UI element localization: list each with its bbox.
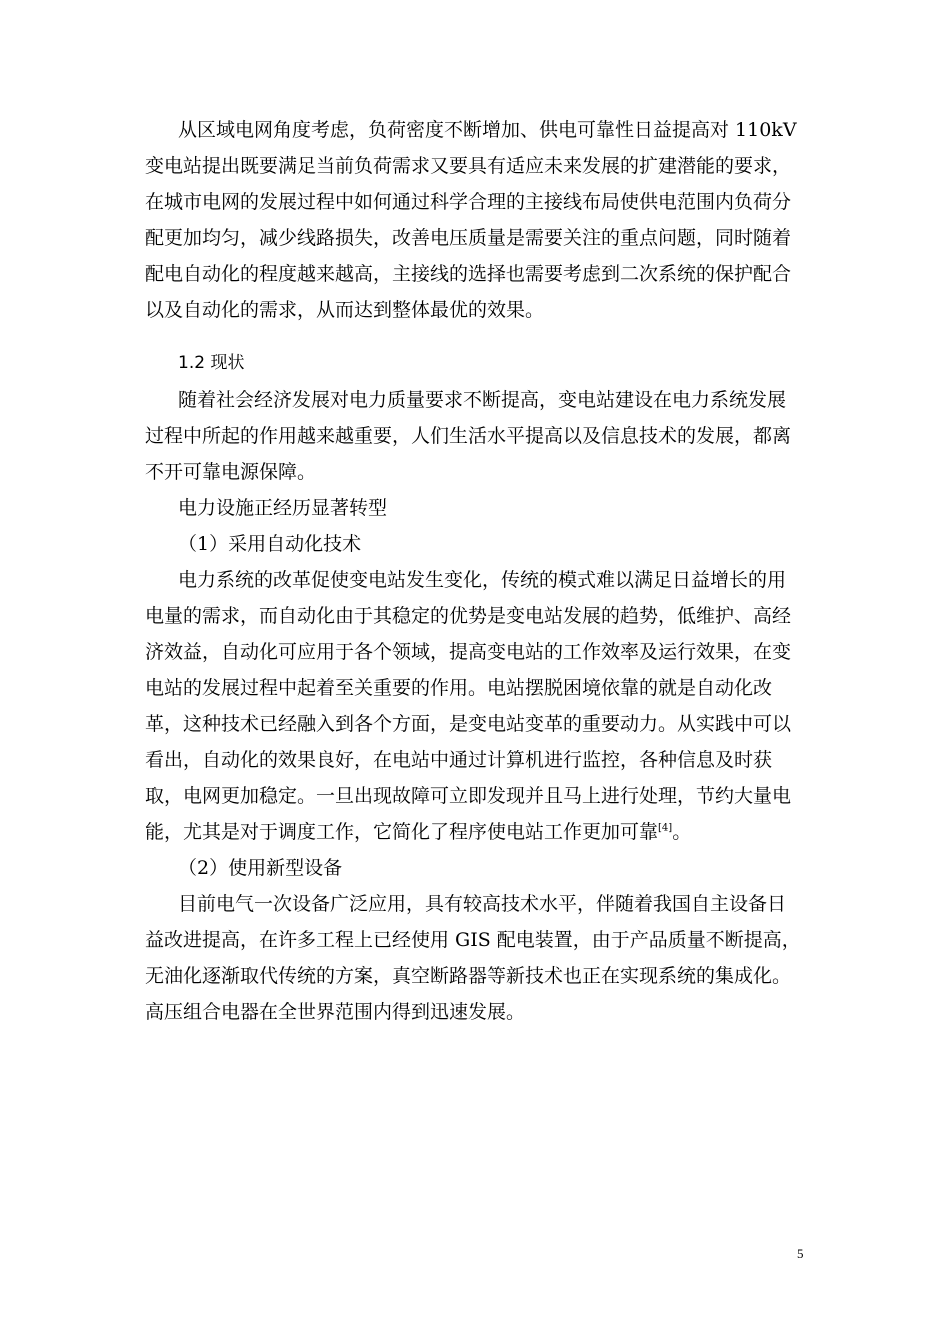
text-line: 无油化逐渐取代传统的方案，真空断路器等新技术也正在实现系统的集成化。 <box>145 965 792 987</box>
text-line: 不开可靠电源保障。 <box>145 461 317 483</box>
text-line: 变电站提出既要满足当前负荷需求又要具有适应未来发展的扩建潜能的要求， <box>145 155 792 177</box>
text-line: 目前电气一次设备广泛应用，具有较高技术水平，伴随着我国自主设备日 <box>178 893 787 915</box>
citation-reference[interactable]: [4] <box>658 822 673 834</box>
text-line: 配更加均匀，减少线路损失，改善电压质量是需要关注的重点问题，同时随着 <box>145 227 792 249</box>
subheading: （1）采用自动化技术 <box>178 533 362 555</box>
text-fragment: 能，尤其是对于调度工作，它简化了程序使电站工作更加可靠 <box>145 821 659 843</box>
text-line: 革，这种技术已经融入到各个方面，是变电站变革的重要动力。从实践中可以 <box>145 713 792 735</box>
text-line: 济效益，自动化可应用于各个领域，提高变电站的工作效率及运行效果，在变 <box>145 641 792 663</box>
text-line: 电站的发展过程中起着至关重要的作用。电站摆脱困境依靠的就是自动化改 <box>145 677 773 699</box>
page-number: 5 <box>797 1246 804 1261</box>
text-line: 看出，自动化的效果良好，在电站中通过计算机进行监控，各种信息及时获 <box>145 749 773 771</box>
subheading: （2）使用新型设备 <box>178 857 343 879</box>
text-line: 高压组合电器在全世界范围内得到迅速发展。 <box>145 1001 526 1023</box>
text-line: 以及自动化的需求，从而达到整体最优的效果。 <box>145 299 545 321</box>
text-line: 从区域电网角度考虑，负荷密度不断增加、供电可靠性日益提高对 110kV <box>178 119 797 141</box>
text-line: 配电自动化的程度越来越高，主接线的选择也需要考虑到二次系统的保护配合 <box>145 263 792 285</box>
text-line: 电力设施正经历显著转型 <box>178 497 388 519</box>
text-line: 益改进提高，在许多工程上已经使用 GIS 配电装置，由于产品质量不断提高， <box>145 929 801 951</box>
text-line: 过程中所起的作用越来越重要，人们生活水平提高以及信息技术的发展，都离 <box>145 425 792 447</box>
text-line: 取，电网更加稳定。一旦出现故障可立即发现并且马上进行处理，节约大量电 <box>145 785 792 807</box>
section-heading: 1.2 现状 <box>178 353 245 373</box>
text-fragment: 。 <box>672 821 692 843</box>
text-line: 在城市电网的发展过程中如何通过科学合理的主接线布局使供电范围内负荷分 <box>145 191 792 213</box>
text-line: 电量的需求，而自动化由于其稳定的优势是变电站发展的趋势，低维护、高经 <box>145 605 792 627</box>
text-line: 电力系统的改革促使变电站发生变化，传统的模式难以满足日益增长的用 <box>178 569 787 591</box>
text-line: 随着社会经济发展对电力质量要求不断提高，变电站建设在电力系统发展 <box>178 389 787 411</box>
text-line <box>145 814 691 850</box>
